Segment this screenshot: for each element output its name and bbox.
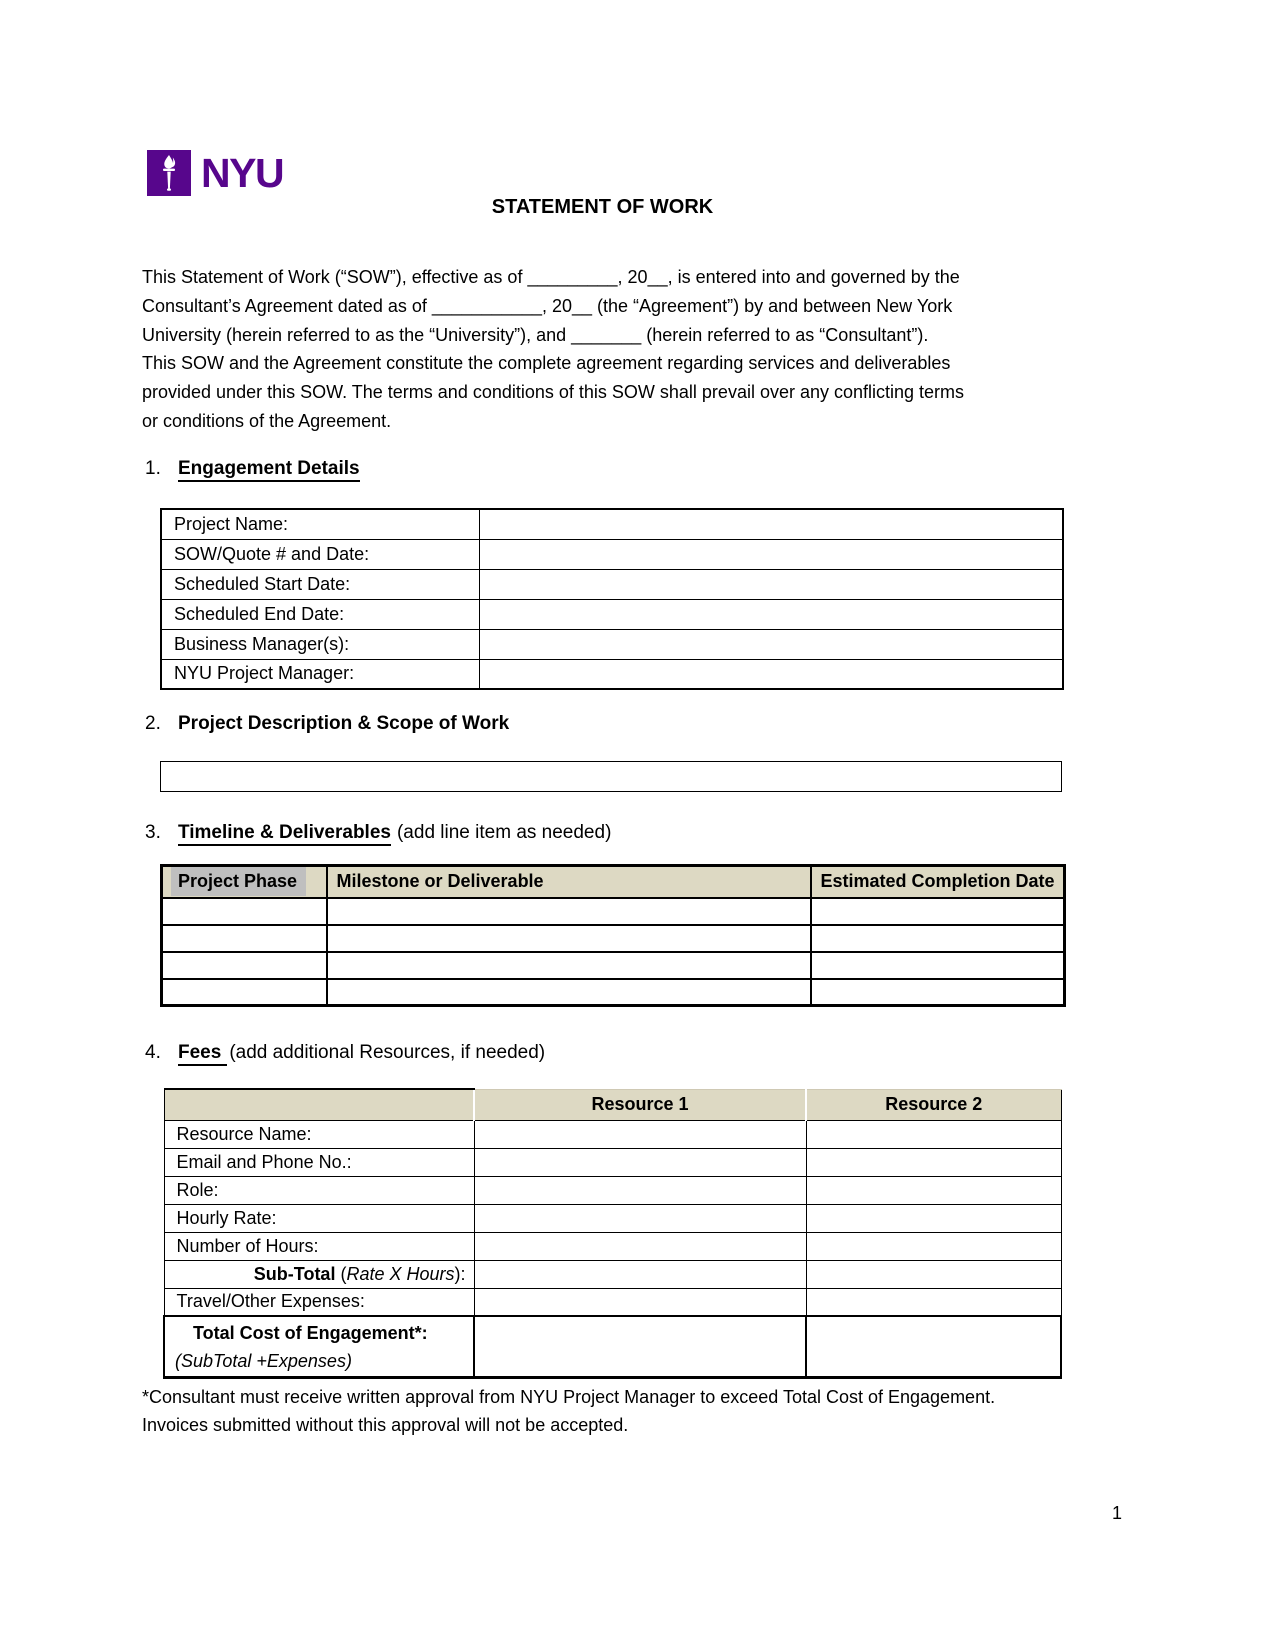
row-label-email-phone: Email and Phone No.: — [164, 1148, 474, 1176]
table-row — [161, 509, 1063, 539]
footnote-line: Invoices submitted without this approval will not be accepted. — [142, 1415, 629, 1435]
intro-paragraph-1 — [142, 263, 1082, 350]
section-heading-timeline-deliverables — [145, 820, 611, 845]
value-cell — [806, 1120, 1061, 1148]
nyu-logo — [147, 150, 283, 196]
phase-highlight: Project Phase — [171, 867, 306, 896]
table-row — [164, 1120, 1061, 1148]
empty-cell — [162, 952, 327, 979]
section-heading-fees — [145, 1040, 545, 1065]
value-cell — [806, 1260, 1061, 1288]
intro-line: University (herein referred to as the “University”), and _______ (herein referred to as “Consultant”). — [142, 325, 929, 345]
intro-paragraph-2 — [142, 349, 1082, 436]
table-row — [162, 925, 1065, 952]
empty-cell — [811, 925, 1065, 952]
total-cost-label: Total Cost of Engagement*: — [193, 1323, 428, 1344]
row-label-total-cost — [164, 1316, 474, 1377]
empty-cell — [811, 979, 1065, 1006]
table-header-row — [162, 866, 1065, 898]
value-cell — [806, 1148, 1061, 1176]
row-label-sow-quote: SOW/Quote # and Date: — [161, 539, 479, 569]
subtotal-close: ): — [454, 1263, 466, 1284]
value-cell — [474, 1260, 806, 1288]
section-heading-project-description — [145, 711, 509, 736]
total-cost-formula: (SubTotal +Expenses) — [175, 1351, 352, 1372]
section-number: 1. — [145, 458, 161, 479]
table-row — [164, 1260, 1061, 1288]
header-resource-2: Resource 2 — [806, 1089, 1061, 1120]
subtotal-bold: Sub-Total — [253, 1263, 336, 1284]
row-label-hourly-rate: Hourly Rate: — [164, 1204, 474, 1232]
value-cell — [479, 539, 1063, 569]
section-title: Project Description & Scope of Work — [178, 713, 510, 734]
section-number: 4. — [145, 1042, 161, 1063]
engagement-details-table — [160, 508, 1064, 690]
empty-cell — [811, 952, 1065, 979]
empty-cell — [327, 979, 811, 1006]
section-suffix: (add line item as needed) — [396, 822, 612, 843]
value-cell — [474, 1120, 806, 1148]
table-header-row — [164, 1089, 1061, 1120]
value-cell — [474, 1204, 806, 1232]
section-title: Timeline & Deliverables — [178, 822, 391, 846]
value-cell — [474, 1288, 806, 1316]
row-label-end-date: Scheduled End Date: — [161, 599, 479, 629]
subtotal-italic: Rate X Hours — [346, 1263, 455, 1284]
value-cell — [806, 1204, 1061, 1232]
header-milestone-deliverable: Milestone or Deliverable — [327, 866, 811, 898]
value-cell — [806, 1288, 1061, 1316]
intro-line: Consultant’s Agreement dated as of ___________, 20__ (the “Agreement”) by and between New York — [142, 296, 953, 316]
row-label-start-date: Scheduled Start Date: — [161, 569, 479, 599]
section-number: 3. — [145, 822, 161, 843]
row-label-business-manager: Business Manager(s): — [161, 629, 479, 659]
row-label-subtotal — [164, 1260, 474, 1288]
value-cell — [474, 1148, 806, 1176]
value-cell — [806, 1176, 1061, 1204]
value-cell — [479, 509, 1063, 539]
intro-line: This Statement of Work (“SOW”), effective as of _________, 20__, is entered into and governed by the — [142, 267, 960, 287]
empty-cell — [327, 925, 811, 952]
table-row — [164, 1232, 1061, 1260]
project-description-box — [160, 761, 1062, 792]
value-cell — [806, 1316, 1061, 1377]
footnote-line: *Consultant must receive written approval from NYU Project Manager to exceed Total Cost of Engagement. — [142, 1387, 996, 1407]
table-row — [162, 898, 1065, 925]
value-cell — [479, 569, 1063, 599]
table-row — [161, 599, 1063, 629]
empty-cell — [162, 925, 327, 952]
empty-cell — [162, 979, 327, 1006]
table-row — [161, 539, 1063, 569]
table-row — [164, 1204, 1061, 1232]
table-row — [162, 979, 1065, 1006]
header-estimated-completion-date: Estimated Completion Date — [811, 866, 1065, 898]
torch-icon — [147, 150, 191, 196]
table-row — [161, 659, 1063, 689]
table-row — [164, 1148, 1061, 1176]
header-resource-1: Resource 1 — [474, 1089, 806, 1120]
total-cost-row — [164, 1316, 1061, 1377]
section-suffix: (add additional Resources, if needed) — [229, 1042, 546, 1063]
empty-cell — [327, 898, 811, 925]
value-cell — [474, 1316, 806, 1377]
row-label-role: Role: — [164, 1176, 474, 1204]
table-row — [162, 952, 1065, 979]
row-label-project-name: Project Name: — [161, 509, 479, 539]
empty-cell — [811, 898, 1065, 925]
value-cell — [806, 1232, 1061, 1260]
timeline-deliverables-table — [160, 864, 1066, 1007]
subtotal-open: ( — [335, 1263, 347, 1284]
page-number: 1 — [1111, 1503, 1122, 1523]
intro-line: This SOW and the Agreement constitute the complete agreement regarding services and deliverables — [142, 353, 951, 373]
section-number: 2. — [145, 713, 161, 734]
empty-cell — [162, 898, 327, 925]
value-cell — [479, 659, 1063, 689]
row-label-number-of-hours: Number of Hours: — [164, 1232, 474, 1260]
table-row — [164, 1288, 1061, 1316]
document-title: STATEMENT OF WORK — [491, 196, 714, 218]
approval-footnote — [142, 1383, 1092, 1439]
table-row — [161, 629, 1063, 659]
table-row — [164, 1176, 1061, 1204]
intro-line: or conditions of the Agreement. — [142, 411, 392, 431]
fees-table — [163, 1088, 1062, 1379]
corner-cell — [164, 1089, 474, 1120]
table-row — [161, 569, 1063, 599]
value-cell — [479, 629, 1063, 659]
row-label-travel-expenses: Travel/Other Expenses: — [164, 1288, 474, 1316]
intro-line: provided under this SOW. The terms and conditions of this SOW shall prevail over any conflicting terms — [142, 382, 965, 402]
nyu-wordmark: NYU — [201, 149, 284, 196]
value-cell — [479, 599, 1063, 629]
value-cell — [474, 1176, 806, 1204]
header-project-phase — [162, 866, 327, 898]
row-label-resource-name: Resource Name: — [164, 1120, 474, 1148]
section-heading-engagement-details — [145, 456, 360, 481]
section-title: Engagement Details — [178, 458, 360, 482]
value-cell — [474, 1232, 806, 1260]
section-title: Fees — [178, 1042, 227, 1066]
row-label-nyu-project-manager: NYU Project Manager: — [161, 659, 479, 689]
empty-cell — [327, 952, 811, 979]
